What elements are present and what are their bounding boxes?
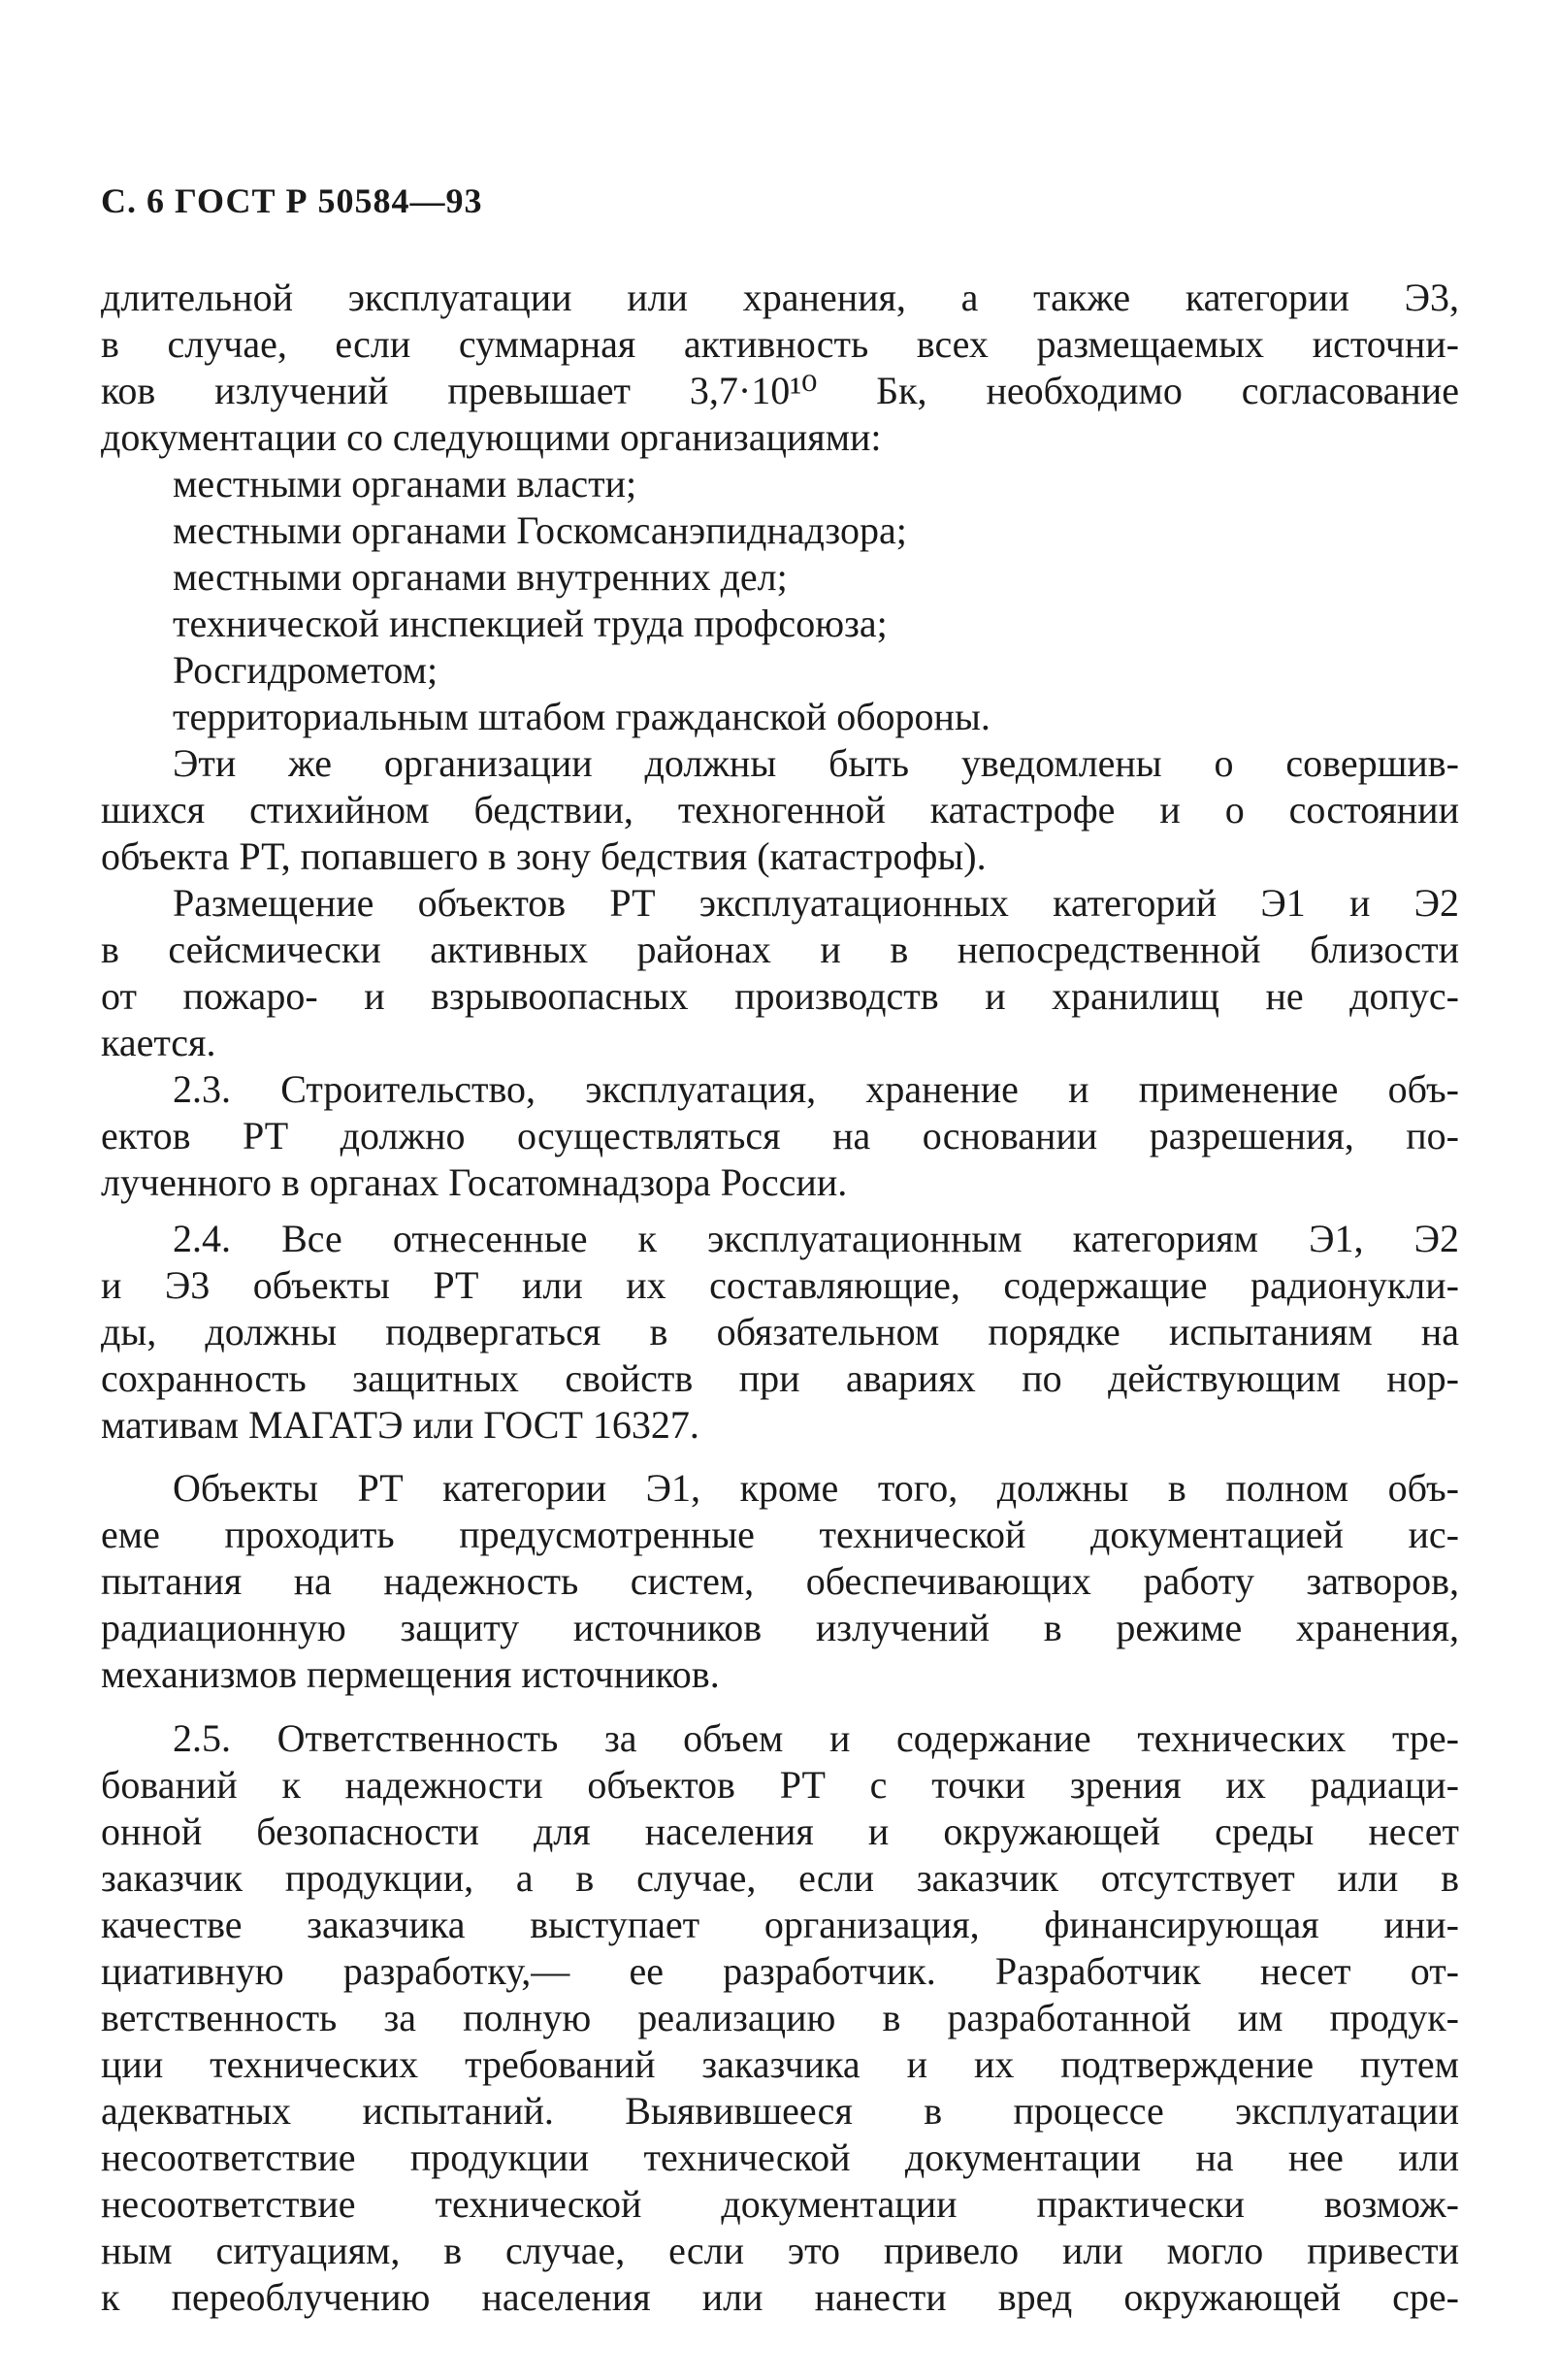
list-item: местными органами Госкомсанэпиднадзора; xyxy=(173,508,907,552)
text-line: Эти же организации должны быть уведомлены о совершив- xyxy=(173,741,1459,785)
text-line: радиационную защиту источников излучений в режиме хранения, xyxy=(101,1606,1459,1649)
text-line: мативам МАГАТЭ или ГОСТ 16327. xyxy=(101,1403,699,1447)
text-line: онной безопасности для населения и окружающей среды несет xyxy=(101,1809,1459,1853)
text-line: к переоблучению населения или нанести вред окружающей сре- xyxy=(101,2275,1459,2319)
list-item: местными органами власти; xyxy=(173,462,637,505)
list-item: территориальным штабом гражданской обороны. xyxy=(173,695,991,738)
list-item: технической инспекцией труда профсоюза; xyxy=(173,602,888,645)
text-line: Объекты РТ категории Э1, кроме того, должны в полном объ- xyxy=(173,1466,1459,1510)
text-line: ветственность за полную реализацию в разработанной им продук- xyxy=(101,1996,1459,2039)
text-line: в сейсмически активных районах и в непосредственной близости xyxy=(101,928,1459,971)
text-line: 2.4. Все отнесенные к эксплуатационным категориям Э1, Э2 xyxy=(173,1217,1459,1260)
text-line: кается. xyxy=(101,1021,216,1064)
text-line: лученного в органах Госатомнадзора России. xyxy=(101,1160,848,1204)
text-line: качестве заказчика выступает организация, финансирующая ини- xyxy=(101,1903,1459,1946)
text-line: от пожаро- и взрывоопасных производств и хранилищ не допус- xyxy=(101,974,1459,1018)
list-item: местными органами внутренних дел; xyxy=(173,555,788,599)
text-line: ды, должны подвергаться в обязательном порядке испытаниям на xyxy=(101,1310,1459,1353)
text-line: заказчик продукции, а в случае, если заказчик отсутствует или в xyxy=(101,1856,1459,1900)
text-line: Размещение объектов РТ эксплуатационных категорий Э1 и Э2 xyxy=(173,881,1459,925)
text-line: в случае, если суммарная активность всех размещаемых источни- xyxy=(101,322,1459,366)
text-line: шихся стихийном бедствии, техногенной катастрофе и о состоянии xyxy=(101,788,1459,831)
text-line: несоответствие технической документации практически возмож- xyxy=(101,2182,1459,2226)
text-line: ным ситуациям, в случае, если это привело или могло привести xyxy=(101,2229,1459,2272)
text-line: ектов РТ должно осуществляться на основании разрешения, по- xyxy=(101,1114,1459,1157)
text-line: и Э3 объекты РТ или их составляющие, содержащие радионукли- xyxy=(101,1263,1459,1307)
text-line: документации со следующими организациями: xyxy=(101,415,882,459)
text-line: длительной эксплуатации или хранения, а также категории Э3, xyxy=(101,276,1459,319)
text-line: адекватных испытаний. Выявившееся в процессе эксплуатации xyxy=(101,2089,1459,2133)
text-line: ков излучений превышает 3,7·10¹⁰ Бк, необходимо согласование xyxy=(101,369,1459,412)
text-line: сохранность защитных свойств при авариях по действующим нор- xyxy=(101,1356,1459,1400)
list-item: Росгидрометом; xyxy=(173,648,438,692)
text-line: объекта РТ, попавшего в зону бедствия (катастрофы). xyxy=(101,834,987,878)
page-header: С. 6 ГОСТ Р 50584—93 xyxy=(101,181,483,220)
text-line: еме проходить предусмотренные технической документацией ис- xyxy=(101,1513,1459,1556)
text-line: ции технических требований заказчика и их подтверждение путем xyxy=(101,2042,1459,2086)
text-line: бований к надежности объектов РТ с точки зрения их радиаци- xyxy=(101,1763,1459,1807)
text-line: 2.5. Ответственность за объем и содержание технических тре- xyxy=(173,1716,1459,1760)
text-line: циативную разработку,— ее разработчик. Разработчик несет от- xyxy=(101,1949,1459,1993)
text-line: 2.3. Строительство, эксплуатация, хранение и применение объ- xyxy=(173,1067,1459,1111)
text-line: пытания на надежность систем, обеспечивающих работу затворов, xyxy=(101,1559,1459,1603)
text-line: механизмов пермещения источников. xyxy=(101,1652,720,1696)
text-line: несоответствие продукции технической документации на нее или xyxy=(101,2135,1459,2179)
